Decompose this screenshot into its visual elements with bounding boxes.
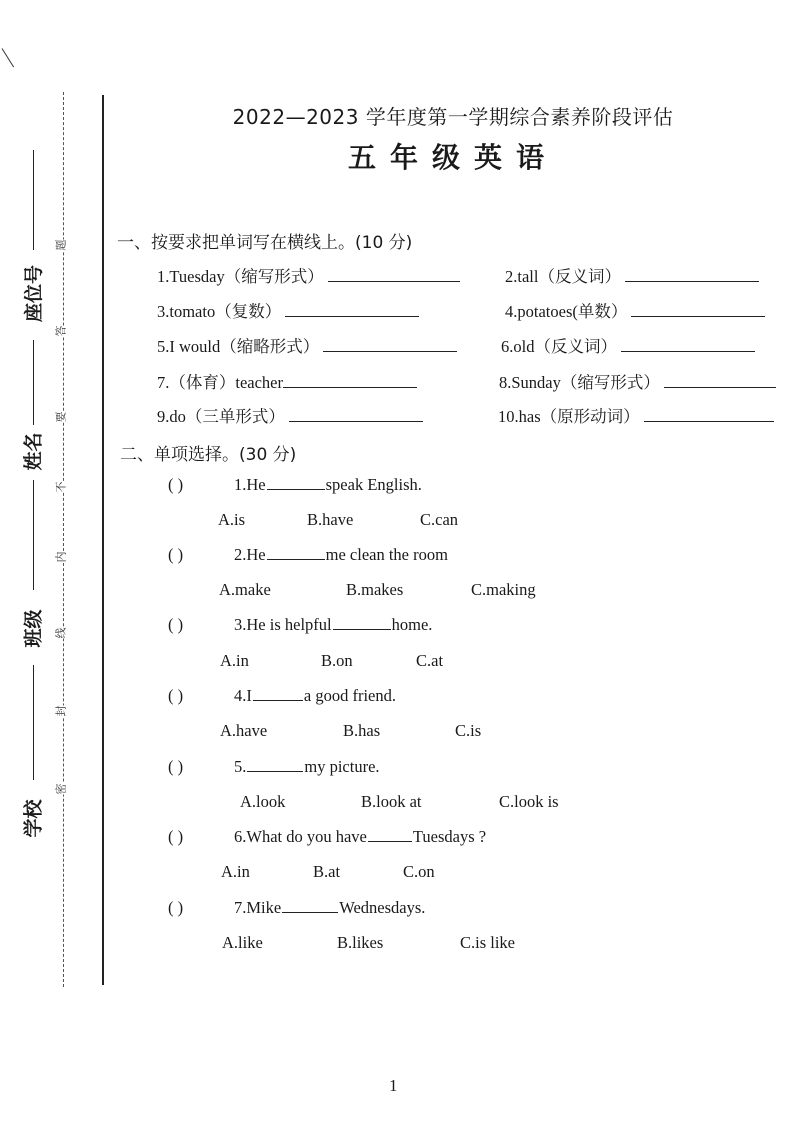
question-text: 4.I a good friend. xyxy=(234,686,396,705)
question-blank xyxy=(282,898,338,913)
margin-border-line xyxy=(102,95,104,985)
question-text: 1.He speak English. xyxy=(234,475,422,494)
answer-blank[interactable] xyxy=(664,373,776,388)
answer-paren[interactable]: ( ) xyxy=(168,475,184,494)
option-c[interactable]: C.is like xyxy=(460,933,516,952)
fill-item: 4.potatoes(单数） xyxy=(505,298,765,322)
fill-item: 9.do（三单形式） xyxy=(157,403,423,427)
seal-char: 密 xyxy=(52,784,70,795)
fill-item: 3.tomato（复数） xyxy=(157,298,419,322)
option-c[interactable]: C.look is xyxy=(499,792,559,811)
school-label: 学校 xyxy=(22,799,45,838)
question-text: 3.He is helpful home. xyxy=(234,615,433,634)
question-text: 6.What do you have Tuesdays ? xyxy=(234,827,487,846)
option-c[interactable]: C.is xyxy=(455,721,482,740)
answer-blank[interactable] xyxy=(289,407,423,422)
class-label: 班级 xyxy=(22,609,45,648)
answer-paren[interactable]: ( ) xyxy=(168,827,184,846)
fill-item: 1.Tuesday（缩写形式） xyxy=(157,263,460,287)
answer-paren[interactable]: ( ) xyxy=(168,757,184,776)
question-blank xyxy=(247,757,303,772)
option-a[interactable]: A.is xyxy=(218,510,246,529)
name-underline xyxy=(33,340,34,425)
option-b[interactable]: B.makes xyxy=(346,580,404,599)
fill-item: 6.old（反义词） xyxy=(501,333,755,357)
fill-item: 2.tall（反义词） xyxy=(505,263,759,287)
answer-blank[interactable] xyxy=(323,337,457,352)
option-c[interactable]: C.making xyxy=(471,580,536,599)
page-number: 1 xyxy=(389,1076,398,1095)
question-blank xyxy=(253,686,303,701)
question-text: 2.He me clean the room xyxy=(234,545,448,564)
class-underline xyxy=(33,480,34,590)
seal-char: 封 xyxy=(52,706,70,717)
answer-blank[interactable] xyxy=(631,302,765,317)
seal-char: 要 xyxy=(52,412,70,423)
seal-char: 题 xyxy=(52,240,70,251)
option-c[interactable]: C.at xyxy=(416,651,444,670)
answer-paren[interactable]: ( ) xyxy=(168,686,184,705)
seal-char: 线 xyxy=(52,628,70,639)
school-underline xyxy=(33,665,34,780)
answer-blank[interactable] xyxy=(621,337,755,352)
question-text: 5. my picture. xyxy=(234,757,380,776)
fill-item: 10.has（原形动词） xyxy=(498,403,774,427)
seat-number-label: 座位号 xyxy=(23,264,46,323)
section-1-heading: 一、按要求把单词写在横线上。(10 分) xyxy=(117,233,413,253)
exam-title: 2022—2023 学年度第一学期综合素养阶段评估 xyxy=(232,105,674,129)
option-a[interactable]: A.in xyxy=(221,862,250,881)
exam-subject: 五年级英语 xyxy=(347,141,558,174)
answer-paren[interactable]: ( ) xyxy=(168,545,184,564)
answer-paren[interactable]: ( ) xyxy=(168,615,184,634)
option-c[interactable]: C.can xyxy=(420,510,459,529)
corner-mark xyxy=(2,48,15,67)
option-a[interactable]: A.have xyxy=(220,721,268,740)
answer-blank[interactable] xyxy=(644,407,774,422)
option-b[interactable]: B.at xyxy=(313,862,341,881)
answer-paren[interactable]: ( ) xyxy=(168,898,184,917)
option-a[interactable]: A.in xyxy=(220,651,249,670)
option-b[interactable]: B.on xyxy=(321,651,353,670)
question-blank xyxy=(267,475,325,490)
question-blank xyxy=(368,827,412,842)
option-b[interactable]: B.have xyxy=(307,510,354,529)
fill-item: 5.I would（缩略形式） xyxy=(157,333,457,357)
section-2-heading: 二、单项选择。(30 分) xyxy=(120,445,297,465)
answer-blank[interactable] xyxy=(328,267,460,282)
option-a[interactable]: A.look xyxy=(240,792,286,811)
question-text: 7.Mike Wednesdays. xyxy=(234,898,426,917)
option-a[interactable]: A.like xyxy=(222,933,263,952)
name-label: 姓名 xyxy=(22,432,45,471)
option-b[interactable]: B.likes xyxy=(337,933,384,952)
answer-blank[interactable] xyxy=(285,302,419,317)
answer-blank[interactable] xyxy=(283,373,417,388)
fill-item: 7.（体育）teacher xyxy=(157,369,417,393)
seal-char: 答 xyxy=(52,326,70,337)
question-blank xyxy=(267,545,325,560)
seal-char: 不 xyxy=(52,482,70,493)
option-c[interactable]: C.on xyxy=(403,862,435,881)
question-blank xyxy=(333,615,391,630)
seal-dashed-line xyxy=(63,92,64,987)
option-b[interactable]: B.has xyxy=(343,721,381,740)
option-b[interactable]: B.look at xyxy=(361,792,422,811)
answer-blank[interactable] xyxy=(625,267,759,282)
seal-char: 内 xyxy=(52,552,70,563)
fill-item: 8.Sunday（缩写形式） xyxy=(499,369,776,393)
option-a[interactable]: A.make xyxy=(219,580,271,599)
